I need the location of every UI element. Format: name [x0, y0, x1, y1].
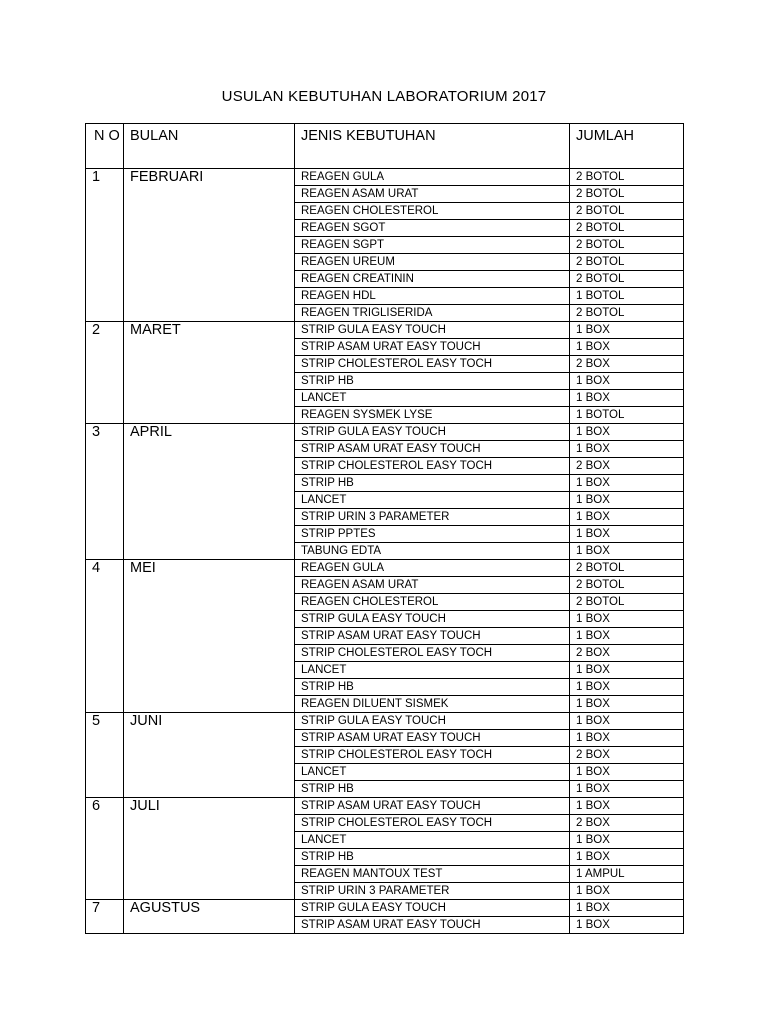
item-name-cell: REAGEN ASAM URAT: [295, 186, 570, 203]
item-name-cell: REAGEN HDL: [295, 288, 570, 305]
quantity-cell: 1 BOX: [570, 509, 684, 526]
quantity-cell: 1 BOX: [570, 917, 684, 934]
header-row: [86, 124, 684, 169]
quantity-cell: 1 BOX: [570, 832, 684, 849]
quantity-cell: 1 BOX: [570, 696, 684, 713]
quantity-cell: 1 BOX: [570, 662, 684, 679]
item-name-cell: STRIP ASAM URAT EASY TOUCH: [295, 730, 570, 747]
row-number: 7: [86, 900, 124, 934]
item-name-cell: STRIP GULA EASY TOUCH: [295, 322, 570, 339]
item-name-cell: STRIP HB: [295, 373, 570, 390]
requirements-table: [85, 123, 684, 934]
item-name-cell: REAGEN CREATININ: [295, 271, 570, 288]
item-name-cell: STRIP ASAM URAT EASY TOUCH: [295, 798, 570, 815]
table-row: [86, 322, 684, 339]
quantity-cell: 1 BOX: [570, 475, 684, 492]
item-name-cell: STRIP ASAM URAT EASY TOUCH: [295, 917, 570, 934]
quantity-cell: 1 BOX: [570, 441, 684, 458]
quantity-cell: 2 BOTOL: [570, 169, 684, 186]
table-row: [86, 900, 684, 917]
item-name-cell: STRIP CHOLESTEROL EASY TOCH: [295, 458, 570, 475]
quantity-cell: 1 BOX: [570, 730, 684, 747]
quantity-cell: 1 BOX: [570, 764, 684, 781]
table-row: [86, 798, 684, 815]
month-cell: MARET: [124, 322, 295, 424]
item-name-cell: STRIP GULA EASY TOUCH: [295, 424, 570, 441]
item-name-cell: REAGEN GULA: [295, 169, 570, 186]
item-name-cell: STRIP GULA EASY TOUCH: [295, 713, 570, 730]
quantity-cell: 2 BOX: [570, 645, 684, 662]
item-name-cell: LANCET: [295, 492, 570, 509]
quantity-cell: 1 BOX: [570, 543, 684, 560]
item-name-cell: STRIP URIN 3 PARAMETER: [295, 883, 570, 900]
header-no: N O: [86, 124, 124, 169]
item-name-cell: REAGEN UREUM: [295, 254, 570, 271]
item-name-cell: REAGEN SGOT: [295, 220, 570, 237]
quantity-cell: 2 BOTOL: [570, 186, 684, 203]
quantity-cell: 2 BOX: [570, 747, 684, 764]
header-bulan: BULAN: [124, 124, 295, 169]
item-name-cell: REAGEN SYSMEK LYSE: [295, 407, 570, 424]
quantity-cell: 1 BOX: [570, 900, 684, 917]
quantity-cell: 1 BOX: [570, 849, 684, 866]
document-title: USULAN KEBUTUHAN LABORATORIUM 2017: [221, 88, 547, 105]
item-name-cell: REAGEN ASAM URAT: [295, 577, 570, 594]
quantity-cell: 1 BOX: [570, 798, 684, 815]
item-name-cell: STRIP CHOLESTEROL EASY TOCH: [295, 356, 570, 373]
quantity-cell: 2 BOTOL: [570, 220, 684, 237]
quantity-cell: 1 BOX: [570, 424, 684, 441]
quantity-cell: 2 BOTOL: [570, 560, 684, 577]
item-name-cell: STRIP HB: [295, 679, 570, 696]
item-name-cell: LANCET: [295, 662, 570, 679]
quantity-cell: 2 BOX: [570, 458, 684, 475]
month-cell: MEI: [124, 560, 295, 713]
quantity-cell: 1 BOX: [570, 373, 684, 390]
row-number: 4: [86, 560, 124, 713]
item-name-cell: STRIP HB: [295, 849, 570, 866]
month-cell: JUNI: [124, 713, 295, 798]
item-name-cell: REAGEN SGPT: [295, 237, 570, 254]
item-name-cell: STRIP CHOLESTEROL EASY TOCH: [295, 645, 570, 662]
row-number: 1: [86, 169, 124, 322]
quantity-cell: 1 BOX: [570, 781, 684, 798]
item-name-cell: REAGEN GULA: [295, 560, 570, 577]
quantity-cell: 2 BOTOL: [570, 271, 684, 288]
item-name-cell: STRIP ASAM URAT EASY TOUCH: [295, 628, 570, 645]
quantity-cell: 1 BOX: [570, 492, 684, 509]
table-body: [86, 169, 684, 934]
header-jenis-kebutuhan: JENIS KEBUTUHAN: [295, 124, 570, 169]
table-row: [86, 713, 684, 730]
quantity-cell: 2 BOX: [570, 356, 684, 373]
item-name-cell: REAGEN TRIGLISERIDA: [295, 305, 570, 322]
item-name-cell: REAGEN MANTOUX TEST: [295, 866, 570, 883]
quantity-cell: 2 BOX: [570, 815, 684, 832]
header-jumlah: JUMLAH: [570, 124, 684, 169]
quantity-cell: 1 BOX: [570, 611, 684, 628]
month-cell: JULI: [124, 798, 295, 900]
quantity-cell: 1 BOX: [570, 390, 684, 407]
item-name-cell: STRIP CHOLESTEROL EASY TOCH: [295, 747, 570, 764]
table-row: [86, 560, 684, 577]
row-number: 6: [86, 798, 124, 900]
table-row: [86, 424, 684, 441]
item-name-cell: STRIP HB: [295, 475, 570, 492]
item-name-cell: STRIP ASAM URAT EASY TOUCH: [295, 441, 570, 458]
quantity-cell: 1 BOTOL: [570, 407, 684, 424]
quantity-cell: 2 BOTOL: [570, 577, 684, 594]
quantity-cell: 2 BOTOL: [570, 254, 684, 271]
item-name-cell: STRIP ASAM URAT EASY TOUCH: [295, 339, 570, 356]
item-name-cell: STRIP PPTES: [295, 526, 570, 543]
quantity-cell: 1 BOX: [570, 526, 684, 543]
item-name-cell: REAGEN CHOLESTEROL: [295, 203, 570, 220]
row-number: 5: [86, 713, 124, 798]
row-number: 3: [86, 424, 124, 560]
item-name-cell: STRIP GULA EASY TOUCH: [295, 900, 570, 917]
quantity-cell: 2 BOTOL: [570, 594, 684, 611]
quantity-cell: 1 BOX: [570, 628, 684, 645]
quantity-cell: 1 BOX: [570, 883, 684, 900]
item-name-cell: REAGEN CHOLESTEROL: [295, 594, 570, 611]
month-cell: APRIL: [124, 424, 295, 560]
table-row: [86, 169, 684, 186]
row-number: 2: [86, 322, 124, 424]
item-name-cell: STRIP HB: [295, 781, 570, 798]
quantity-cell: 1 BOX: [570, 679, 684, 696]
item-name-cell: STRIP URIN 3 PARAMETER: [295, 509, 570, 526]
item-name-cell: REAGEN DILUENT SISMEK: [295, 696, 570, 713]
quantity-cell: 1 BOTOL: [570, 288, 684, 305]
month-cell: FEBRUARI: [124, 169, 295, 322]
item-name-cell: STRIP CHOLESTEROL EASY TOCH: [295, 815, 570, 832]
item-name-cell: LANCET: [295, 832, 570, 849]
quantity-cell: 2 BOTOL: [570, 203, 684, 220]
month-cell: AGUSTUS: [124, 900, 295, 934]
item-name-cell: TABUNG EDTA: [295, 543, 570, 560]
quantity-cell: 1 BOX: [570, 339, 684, 356]
quantity-cell: 1 BOX: [570, 322, 684, 339]
quantity-cell: 1 AMPUL: [570, 866, 684, 883]
item-name-cell: STRIP GULA EASY TOUCH: [295, 611, 570, 628]
quantity-cell: 2 BOTOL: [570, 237, 684, 254]
quantity-cell: 1 BOX: [570, 713, 684, 730]
item-name-cell: LANCET: [295, 764, 570, 781]
item-name-cell: LANCET: [295, 390, 570, 407]
quantity-cell: 2 BOTOL: [570, 305, 684, 322]
table-header: [86, 124, 684, 169]
